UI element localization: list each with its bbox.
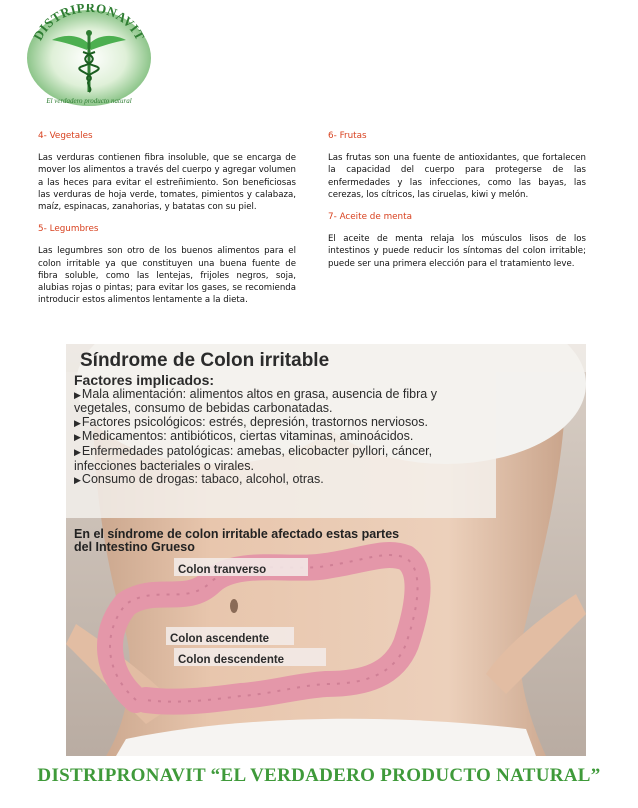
section-heading-vegetales: 4- Vegetales [38, 131, 93, 141]
right-column [328, 128, 586, 280]
factors-box [74, 374, 484, 488]
section-body-frutas: Las frutas son una fuente de antioxidantes, que fortalecen la capacidad del cuerpo para protegerse de las enfermedades y las infecciones, como las bayas, las cerezas, los cítricos, las ciruelas, kiwi y melón. [328, 153, 586, 200]
factor-item: ▶ Medicamentos: antibióticos, ciertas vitaminas, aminoácidos. [74, 430, 484, 445]
infographic-caption: En el síndrome de colon irritable afectado estas partes del Intestino Grueso [74, 527, 400, 554]
svg-text:DISTRIPRONAVIT: DISTRIPRONAVIT [30, 4, 148, 43]
factor-item: ▶ Factores psicológicos: estrés, depresión, trastornos nerviosos. [74, 416, 484, 431]
colon-irritable-infographic [66, 344, 586, 756]
left-column [38, 128, 296, 316]
section-heading-frutas: 6- Frutas [328, 131, 367, 141]
factor-item: ▶ Consumo de drogas: tabaco, alcohol, otras. [74, 473, 484, 488]
section-body-legumbres: Las legumbres son otro de los buenos alimentos para el colon irritable ya que constituyen una buena fuente de fibra soluble, como las lentejas, frijoles negros, soja, alubias rojas o pintas; para evitar los gases, se recomienda introducir estos alimentos lentamente a la dieta. [38, 246, 296, 306]
factor-item: ▶ Mala alimentación: alimentos altos en grasa, ausencia de fibra y vegetales, consumo de bebidas carbonatadas. [74, 388, 484, 416]
infographic-title: Síndrome de Colon irritable [80, 350, 330, 371]
logo-tagline: El verdadero producto natural [46, 97, 132, 105]
distripronavit-logo [24, 4, 154, 108]
factors-subtitle: Factores implicados: [74, 372, 215, 388]
label-colon-ascendente: Colon ascendente [170, 633, 270, 645]
caduceus-logo-icon [24, 4, 154, 108]
section-body-aceite-de-menta: El aceite de menta relaja los músculos lisos de los intestinos y puede reducir los síntomas del colon irritable; puede ser una primera elección para el tratamiento leve. [328, 234, 586, 269]
factor-item: ▶ Enfermedades patológicas: amebas, elicobacter pyllori, cáncer, infecciones bacteriales o virales. [74, 445, 484, 473]
section-heading-aceite-de-menta: 7- Aceite de menta [328, 212, 412, 223]
label-colon-descendente: Colon descendente [178, 654, 285, 666]
footer-brand: DISTRIPRONAVIT “EL VERDADERO PRODUCTO NATURAL” [37, 765, 601, 786]
section-body-vegetales: Las verduras contienen fibra insoluble, que se encarga de mover los alimentos a través del cuerpo y agregar volumen a las heces para evitar el estreñimiento. Son beneficiosas las verduras de hoja verde, tomates, pimientos y calabaza, maíz, espinacas, zanahorias, y batatas con su piel. [38, 153, 296, 213]
label-colon-transverso: Colon tranverso [178, 564, 267, 576]
navel [230, 599, 238, 613]
section-heading-legumbres: 5- Legumbres [38, 224, 99, 235]
